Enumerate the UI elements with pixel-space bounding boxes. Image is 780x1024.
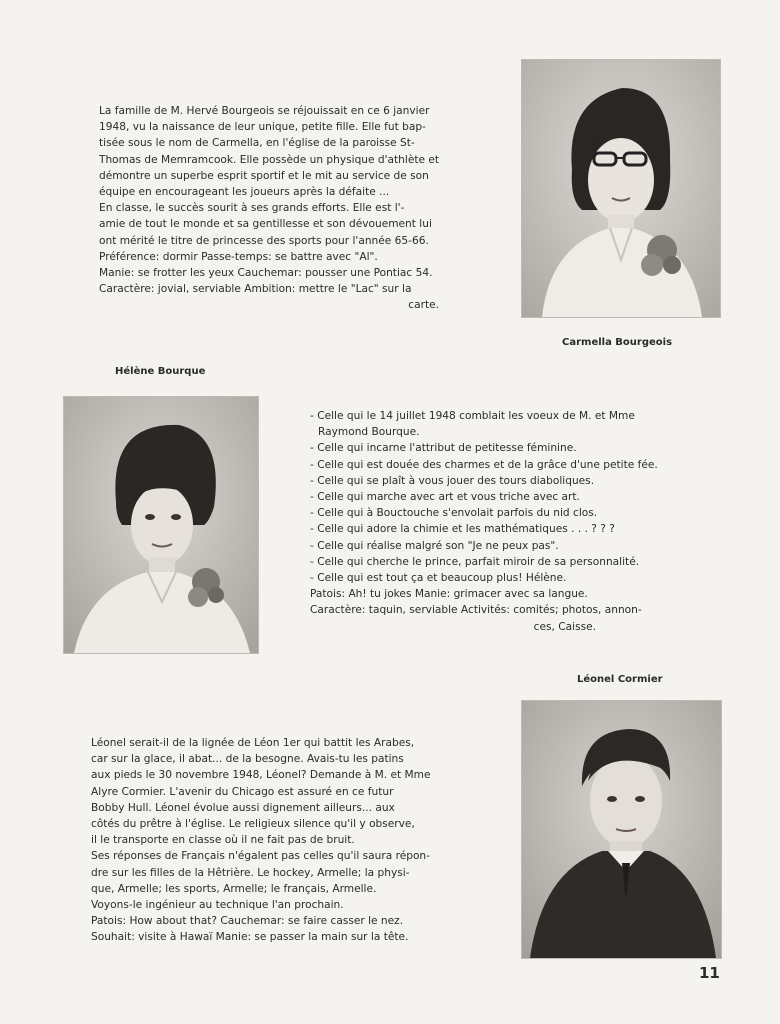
list-item: Raymond Bourque. xyxy=(318,426,420,439)
text-line: Patois: Ah! tu jokes Manie: grimacer avec sa langue. xyxy=(310,588,588,601)
text-line: que, Armelle; les sports, Armelle; le français, Armelle. xyxy=(91,882,377,895)
list-item: - Celle qui cherche le prince, parfait miroir de sa personnalité. xyxy=(310,555,640,568)
text-line: Léonel serait-il de la lignée de Léon 1er qui battit les Arabes, xyxy=(91,737,415,749)
list-item: - Celle qui réalise malgré son "Je ne peux pas". xyxy=(310,539,559,552)
text-line: Bobby Hull. Léonel évolue aussi dignement ailleurs... aux xyxy=(91,801,395,814)
text-line-end: ces, Caisse. xyxy=(533,620,596,633)
text-line: Thomas de Memramcook. Elle possède un physique d'athlète et xyxy=(99,153,440,166)
text-line: équipe en encourageant les joueurs après la défaite ... xyxy=(99,186,390,199)
text-line: En classe, le succès sourit à ses grands efforts. Elle est l'- xyxy=(99,202,405,215)
text-line: ont mérité le titre de princesse des sports pour l'année 65-66. xyxy=(99,234,429,247)
text-line: amie de tout le monde et sa gentillesse et son dévouement lui xyxy=(99,218,432,231)
portrait-photo-leonel xyxy=(521,700,722,959)
text-line: 1948, vu la naissance de leur unique, petite fille. Elle fut bap- xyxy=(99,121,426,134)
list-item: - Celle qui à Bouctouche s'envolait parfois du nid clos. xyxy=(310,507,598,520)
text-line: car sur la glace, il abat... de la besogne. Avais-tu les patins xyxy=(91,753,404,766)
list-item: - Celle qui se plaît à vous jouer des tours diaboliques. xyxy=(310,474,595,487)
portrait-photo-helene xyxy=(63,396,259,654)
list-item: - Celle qui incarne l'attribut de petitesse féminine. xyxy=(310,442,577,455)
text-line: Alyre Cormier. L'avenir du Chicago est assuré en ce futur xyxy=(91,785,394,798)
text-line: Caractère: jovial, serviable Ambition: mettre le "Lac" sur la xyxy=(99,283,412,296)
name-caption-helene: Hélène Bourque xyxy=(115,366,206,377)
text-line: tisée sous le nom de Carmella, en l'église de la paroisse St- xyxy=(99,137,415,150)
list-item: - Celle qui adore la chimie et les mathématiques . . . ? ? ? xyxy=(310,523,615,536)
text-line: aux pieds le 30 novembre 1948, Léonel? Demande à M. et Mme xyxy=(91,769,431,782)
list-item: - Celle qui est douée des charmes et de la grâce d'une petite fée. xyxy=(310,458,658,471)
page-number: 11 xyxy=(699,964,720,982)
text-line: Souhait: visite à Hawaï Manie: se passer la main sur la tête. xyxy=(91,931,409,944)
profile-text-carmella xyxy=(99,103,475,314)
text-line: dre sur les filles de la Hêtrière. Le hockey, Armelle; la physi- xyxy=(91,866,410,879)
text-line: Voyons-le ingénieur au technique l'an prochain. xyxy=(91,899,344,912)
text-line: La famille de M. Hervé Bourgeois se réjouissait en ce 6 janvier xyxy=(99,105,430,117)
text-line: Caractère: taquin, serviable Activités: comités; photos, annon- xyxy=(310,604,642,617)
text-line: démontre un superbe esprit sportif et le mit au service de son xyxy=(99,169,429,182)
profile-text-helene xyxy=(310,408,694,635)
text-line: Préférence: dormir Passe-temps: se battre avec "Al". xyxy=(99,250,378,263)
text-line: côtés du prêtre à l'église. Le religieux silence qu'il y observe, xyxy=(91,818,415,831)
text-line: Patois: How about that? Cauchemar: se faire casser le nez. xyxy=(91,915,404,928)
text-line: il le transporte en classe où il ne fait pas de bruit. xyxy=(91,834,355,847)
name-caption-carmella: Carmella Bourgeois xyxy=(562,337,673,348)
text-line: Ses réponses de Français n'égalent pas celles qu'il saura répon- xyxy=(91,850,430,863)
list-item: - Celle qui le 14 juillet 1948 comblait les voeux de M. et Mme xyxy=(310,410,635,422)
bullet-list xyxy=(310,408,694,586)
name-caption-leonel: Léonel Cormier xyxy=(577,674,663,685)
portrait-photo-carmella xyxy=(521,59,721,318)
text-line-end: carte. xyxy=(408,299,439,312)
list-item: - Celle qui est tout ça et beaucoup plus! Hélène. xyxy=(310,572,567,585)
profile-text-leonel xyxy=(91,735,469,946)
text-line: Manie: se frotter les yeux Cauchemar: pousser une Pontiac 54. xyxy=(99,267,433,280)
list-item: - Celle qui marche avec art et vous triche avec art. xyxy=(310,491,580,504)
